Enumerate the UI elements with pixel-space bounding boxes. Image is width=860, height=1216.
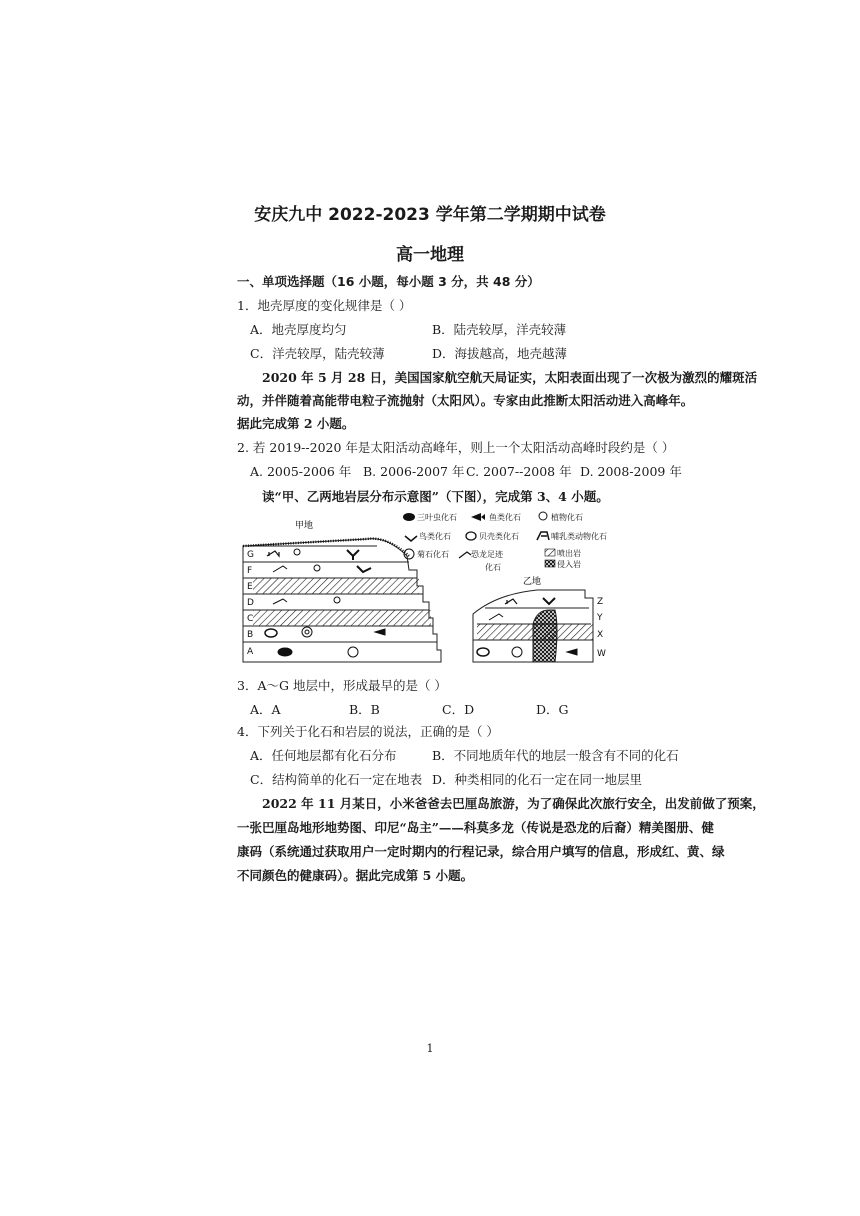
q1-option-b: B．陆壳较厚，洋壳较薄 (432, 322, 567, 337)
shell-icon (466, 532, 476, 540)
layer-label-d: D (247, 598, 254, 608)
q4-option-a: A．任何地层都有化石分布 (250, 748, 397, 763)
intrusive-icon (545, 560, 555, 567)
q3-option-d: D．G (536, 702, 569, 717)
trilobite-icon (403, 513, 415, 521)
mammal-icon (537, 532, 549, 540)
q4-option-d: D．种类相同的化石一定在同一地层里 (432, 772, 643, 787)
figure-legend (403, 512, 607, 572)
q2-option-b: B. 2006-2007 年 (363, 464, 465, 479)
q2-stem: 2. 若 2019--2020 年是太阳活动高峰年，则上一个太阳活动高峰时段约是（ ） (237, 440, 675, 455)
legend-dino-1: 恐龙足迹 (471, 550, 503, 559)
site-a-label: 甲地 (295, 521, 314, 531)
q4-option-b: B．不同地质年代的地层一般含有不同的化石 (432, 748, 679, 763)
legend-shell: 贝壳类化石 (479, 532, 519, 541)
passage2-line4: 不同颜色的健康码）。据此完成第 5 小题。 (237, 868, 474, 883)
extrusive-icon (545, 549, 555, 556)
passage1-line1: 2020 年 5 月 28 日，美国国家航空航天局证实，太阳表面出现了一次极为激烈的耀斑活 (262, 370, 758, 385)
legend-fish: 鱼类化石 (489, 513, 521, 522)
q3-option-b: B．B (349, 702, 380, 717)
layer-label-e: E (247, 582, 253, 592)
q2-option-c: C. 2007--2008 年 (466, 464, 572, 479)
layer-label-w: W (597, 649, 606, 659)
site-a-strata (243, 539, 441, 662)
legend-dino-2: 化石 (485, 563, 501, 572)
layer-label-y: Y (597, 613, 603, 623)
legend-intrusive: 侵入岩 (557, 560, 581, 569)
passage2-line2: 一张巴厘岛地形地势图、印尼“岛主”——科莫多龙（传说是恐龙的后裔）精美图册、健 (237, 820, 714, 835)
passage2-line3: 康码（系统通过获取用户一定时期内的行程记录，综合用户填写的信息，形成红、黄、绿 (237, 844, 725, 859)
fish-icon (471, 513, 485, 521)
page-number: 1 (426, 1042, 434, 1055)
q3-stem: 3．A～G 地层中，形成最早的是（ ） (237, 678, 447, 693)
q3-option-c: C．D (442, 702, 475, 717)
legend-mammal: 哺乳类动物化石 (551, 532, 607, 541)
layer-label-b: B (247, 630, 254, 640)
legend-trilobite: 三叶虫化石 (417, 513, 457, 522)
exam-title: 安庆九中 2022-2023 学年第二学期期中试卷 (254, 205, 606, 225)
legend-extrusive: 喷出岩 (557, 549, 581, 558)
legend-ammonite: 菊石化石 (417, 550, 449, 559)
layer-label-g: G (247, 550, 254, 560)
layer-label-a: A (247, 647, 254, 657)
layer-label-f: F (247, 566, 253, 576)
layer-label-x: X (597, 630, 604, 640)
dino-track-icon (459, 552, 471, 558)
site-b-label: 乙地 (523, 577, 542, 587)
q4-option-c: C．结构简单的化石一定在地表 (250, 772, 423, 787)
figure-intro: 读“甲、乙两地岩层分布示意图”（下图），完成第 3、4 小题。 (262, 489, 609, 504)
q1-option-d: D．海拔越高，地壳越薄 (432, 346, 568, 361)
rock-strata-figure (237, 506, 637, 666)
q1-option-c: C．洋壳较厚，陆壳较薄 (250, 346, 385, 361)
passage1-line3: 据此完成第 2 小题。 (237, 416, 355, 431)
exam-subtitle: 高一地理 (396, 245, 464, 265)
q3-option-a: A．A (250, 702, 281, 717)
passage1-line2: 动，并伴随着高能带电粒子流抛射（太阳风）。专家由此推断太阳活动进入高峰年。 (237, 393, 694, 408)
q1-stem: 1．地壳厚度的变化规律是（ ） (237, 298, 412, 313)
q1-option-a: A．地壳厚度均匀 (250, 322, 347, 337)
bird-icon (405, 536, 417, 541)
layer-label-z: Z (597, 597, 604, 607)
section-heading: 一、单项选择题（16 小题，每小题 3 分，共 48 分） (237, 274, 540, 289)
passage2-line1: 2022 年 11 月某日，小米爸爸去巴厘岛旅游，为了确保此次旅行安全，出发前做了预案， (262, 796, 765, 811)
legend-bird: 鸟类化石 (419, 532, 451, 541)
layer-label-c: C (247, 614, 254, 624)
q2-option-d: D. 2008-2009 年 (580, 464, 682, 479)
plant-icon (539, 512, 547, 520)
q2-option-a: A. 2005-2006 年 (250, 464, 352, 479)
q4-stem: 4．下列关于化石和岩层的说法，正确的是（ ） (237, 724, 499, 739)
legend-plant: 植物化石 (551, 513, 583, 522)
